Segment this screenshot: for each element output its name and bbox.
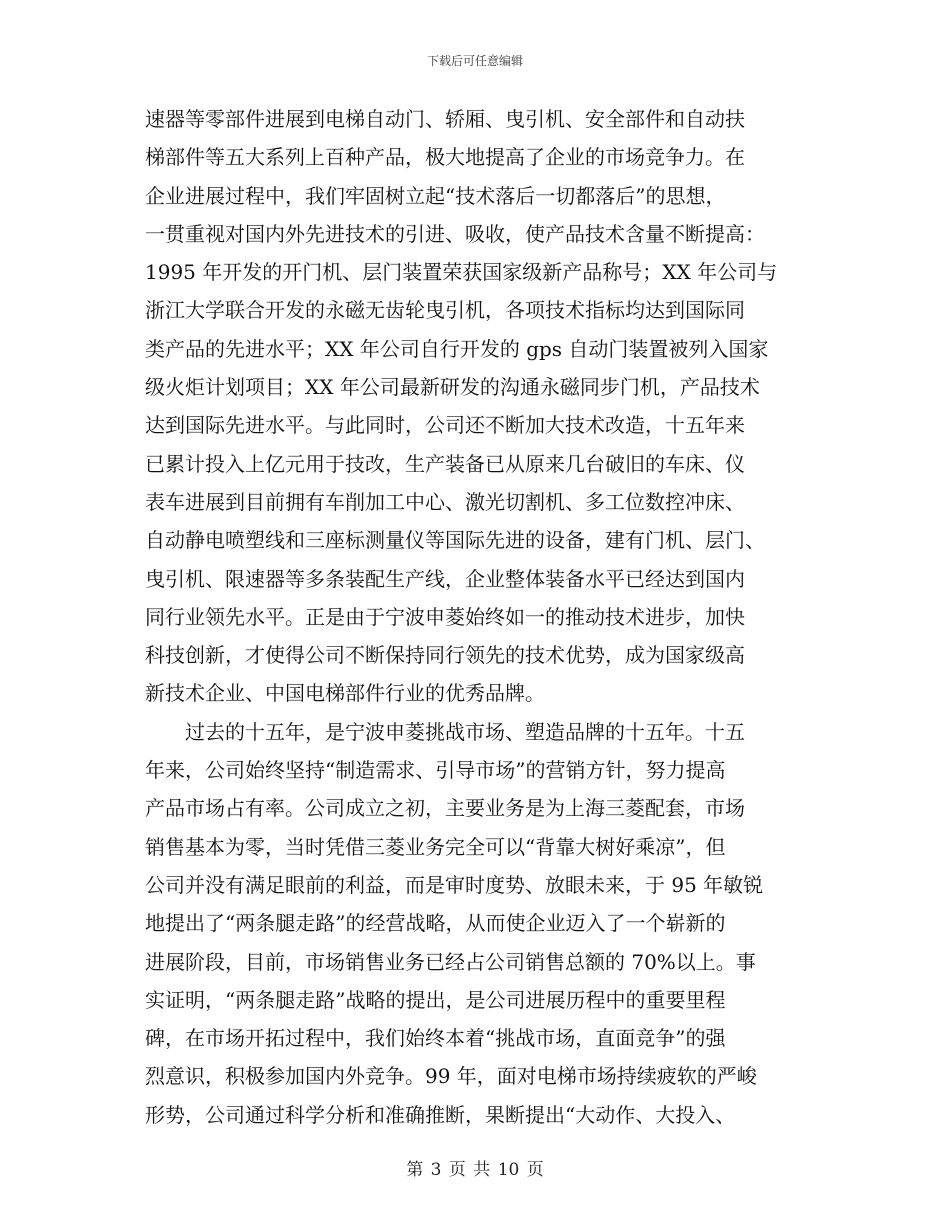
text-line: 同行业领先水平。正是由于宁波申菱始终如一的推动技术进步，加快 <box>145 604 745 629</box>
document-body <box>145 100 810 1134</box>
page-number-footer: 第 3 页 共 10 页 <box>406 1160 544 1180</box>
text-line: 已累计投入上亿元用于技改，生产装备已从原来几台破旧的车床、仪 <box>145 451 745 476</box>
text-line: 地提出了“两条腿走路”的经营战略，从而使企业迈入了一个崭新的 <box>145 911 726 936</box>
text-line: 实证明，“两条腿走路”战略的提出，是公司进展历程中的重要里程 <box>145 987 726 1012</box>
text-line: 进展阶段，目前，市场销售业务已经占公司销售总额的 70%以上。事 <box>145 949 756 974</box>
text-line: 浙江大学联合开发的永磁无齿轮曳引机，各项技术指标均达到国际同 <box>145 298 745 323</box>
text-line: 碑，在市场开拓过程中，我们始终本着“挑战市场，直面竞争”的强 <box>145 1026 726 1051</box>
text-line: 产品市场占有率。公司成立之初，主要业务是为上海三菱配套，市场 <box>145 796 745 821</box>
text-line: 类产品的先进水平；XX 年公司自行开发的 gps 自动门装置被列入国家 <box>145 336 769 361</box>
text-line: 达到国际先进水平。与此同时，公司还不断加大技术改造，十五年来 <box>145 413 745 438</box>
text-line: 年来，公司始终坚持“制造需求、引导市场”的营销方针，努力提高 <box>145 758 726 783</box>
text-line: 企业进展过程中，我们牢固树立起“技术落后一切都落后”的思想， <box>145 183 726 208</box>
text-line: 1995 年开发的开门机、层门装置荣获国家级新产品称号；XX 年公司与 <box>145 260 778 285</box>
text-line: 梯部件等五大系列上百种产品，极大地提高了企业的市场竞争力。在 <box>145 145 745 170</box>
text-line: 自动静电喷塑线和三座标测量仪等国际先进的设备，建有门机、层门、 <box>145 528 765 553</box>
text-line: 科技创新，才使得公司不断保持同行领先的技术优势，成为国家级高 <box>145 643 745 668</box>
text-line: 级火炬计划项目；XX 年公司最新研发的沟通永磁同步门机，产品技术 <box>145 375 760 400</box>
text-line: 表车进展到目前拥有车削加工中心、激光切割机、多工位数控冲床、 <box>145 489 745 514</box>
page-header: 下载后可任意编辑 <box>426 54 523 68</box>
text-line: 形势，公司通过科学分析和准确推断，果断提出“大动作、大投入、 <box>145 1102 736 1127</box>
text-line: 烈意识，积极参加国内外竞争。99 年，面对电梯市场持续疲软的严峻 <box>145 1064 757 1089</box>
text-line: 新技术企业、中国电梯部件行业的优秀品牌。 <box>145 681 545 706</box>
text-line: 公司并没有满足眼前的利益，而是审时度势、放眼未来，于 95 年敏锐 <box>145 872 764 897</box>
text-line: 速器等零部件进展到电梯自动门、轿厢、曳引机、安全部件和自动扶 <box>145 107 745 131</box>
text-line: 销售基本为零，当时凭借三菱业务完全可以“背靠大树好乘凉”，但 <box>145 834 726 859</box>
paragraph-first-line: 过去的十五年，是宁波申菱挑战市场、塑造品牌的十五年。十五 <box>185 719 745 744</box>
text-line: 一贯重视对国内外先进技术的引进、吸收，使产品技术含量不断提高： <box>145 221 765 246</box>
text-line: 曳引机、限速器等多条装配生产线，企业整体装备水平已经达到国内 <box>145 566 745 591</box>
